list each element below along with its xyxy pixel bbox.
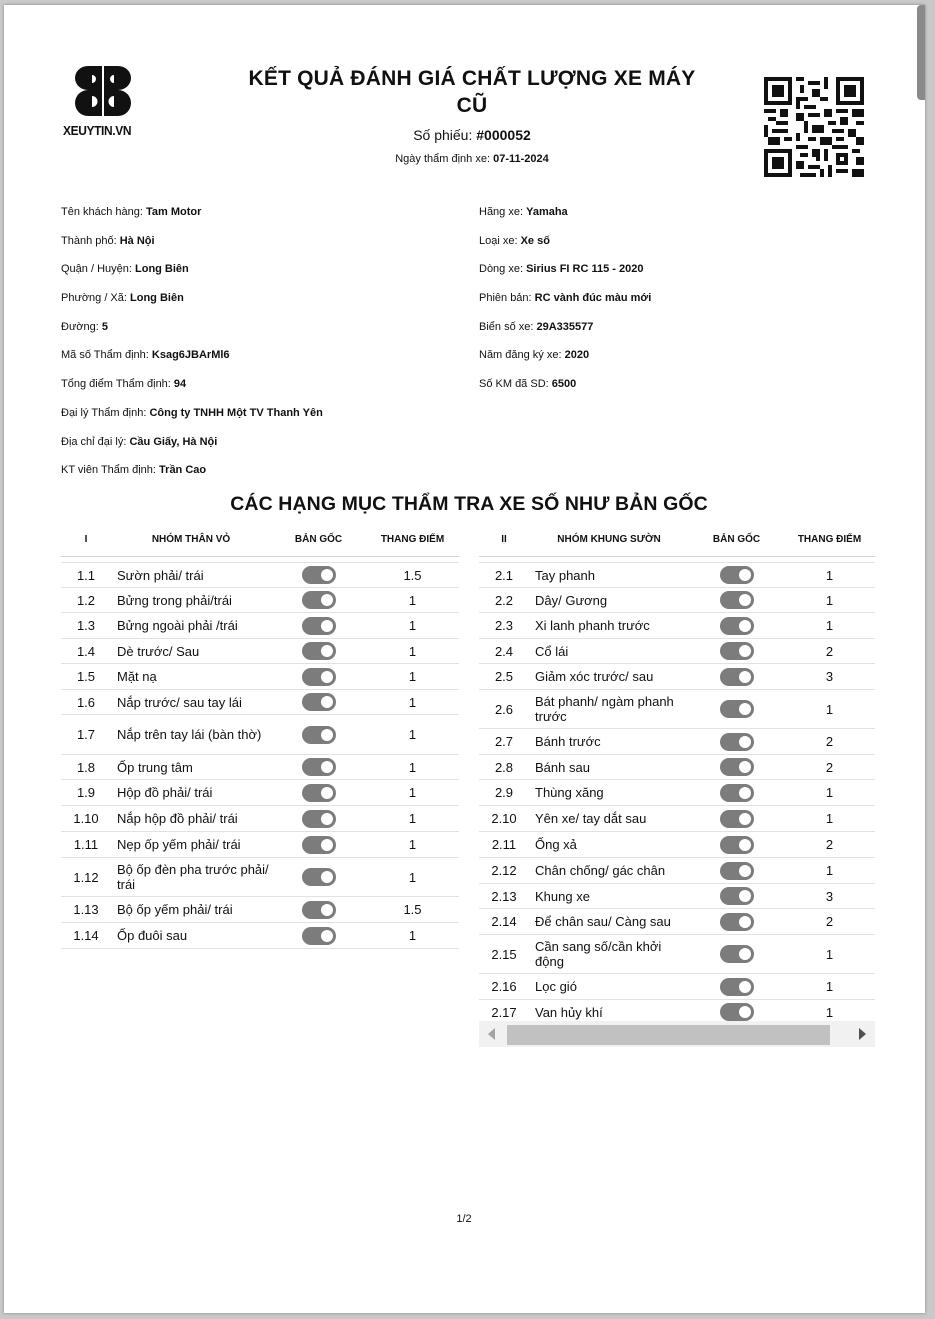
- info-value: Công ty TNHH Một TV Thanh Yên: [149, 406, 323, 419]
- info-value: Cầu Giấy, Hà Nội: [129, 435, 218, 448]
- table-row: [61, 806, 459, 832]
- info-label: Đường:: [61, 320, 99, 333]
- table-row: [479, 588, 875, 613]
- item-number: 2.16: [479, 974, 529, 1000]
- item-number: 2.7: [479, 729, 529, 755]
- table-header-row: [479, 522, 875, 557]
- table-row: [479, 909, 875, 935]
- table-row: [479, 563, 875, 588]
- item-score: 1: [784, 780, 875, 806]
- info-row: [61, 234, 323, 263]
- info-row: [61, 262, 323, 291]
- original-toggle[interactable]: [720, 566, 754, 584]
- ticket-label: Số phiếu:: [413, 127, 473, 143]
- info-label: Phiên bản:: [479, 292, 532, 305]
- original-toggle[interactable]: [302, 668, 336, 686]
- item-number: 2.1: [479, 563, 529, 588]
- item-score: 1: [366, 858, 459, 897]
- table-row: [61, 832, 459, 858]
- info-value: 29A335577: [536, 320, 594, 333]
- item-score: 1: [784, 613, 875, 639]
- original-toggle[interactable]: [302, 566, 336, 584]
- table-row: [479, 690, 875, 729]
- table-row: [61, 780, 459, 806]
- item-name: Van hủy khí: [529, 1000, 689, 1025]
- table-row: [479, 613, 875, 639]
- table-row: [479, 755, 875, 780]
- column-header-group: NHÓM THÂN VỎ: [111, 522, 271, 557]
- item-name: Nắp trên tay lái (bàn thờ): [111, 715, 271, 755]
- item-score: 1: [366, 613, 459, 639]
- item-number: 1.13: [61, 897, 111, 923]
- item-score: 1: [366, 715, 459, 755]
- column-header-group: NHÓM KHUNG SƯỜN: [529, 522, 689, 557]
- info-value: Xe số: [520, 234, 550, 247]
- body-parts-table: [61, 522, 459, 949]
- item-number: 2.6: [479, 690, 529, 729]
- table-row: [479, 832, 875, 858]
- original-toggle[interactable]: [720, 591, 754, 609]
- info-label: Biển số xe:: [479, 320, 534, 333]
- original-toggle[interactable]: [720, 913, 754, 931]
- item-name: Nẹp ốp yếm phải/ trái: [111, 832, 271, 858]
- item-number: 2.12: [479, 858, 529, 884]
- item-score: 1.5: [366, 563, 459, 588]
- item-score: 1: [784, 935, 875, 974]
- column-header-score: THANG ĐIỂM: [366, 522, 459, 557]
- info-value: Yamaha: [526, 206, 568, 218]
- inspection-date: [244, 153, 700, 165]
- item-number: 2.3: [479, 613, 529, 639]
- table-row: [61, 639, 459, 664]
- item-number: 1.11: [61, 832, 111, 858]
- item-name: Ốp đuôi sau: [111, 923, 271, 949]
- info-row: [61, 348, 323, 377]
- item-name: Để chân sau/ Càng sau: [529, 909, 689, 935]
- info-row: [479, 262, 651, 291]
- original-toggle[interactable]: [302, 836, 336, 854]
- item-name: Ốp trung tâm: [111, 755, 271, 780]
- table-header-row: [61, 522, 459, 557]
- original-toggle[interactable]: [720, 1003, 754, 1021]
- original-toggle[interactable]: [302, 868, 336, 886]
- item-name: Bửng trong phải/trái: [111, 588, 271, 613]
- item-number: 2.17: [479, 1000, 529, 1025]
- original-toggle[interactable]: [302, 726, 336, 744]
- item-number: 1.12: [61, 858, 111, 897]
- info-row: [61, 320, 323, 349]
- info-label: Thành phố:: [61, 234, 117, 247]
- info-label: Năm đăng ký xe:: [479, 349, 562, 362]
- column-header-original: BẢN GỐC: [689, 522, 784, 557]
- item-number: 2.10: [479, 806, 529, 832]
- info-label: Mã số Thẩm định:: [61, 349, 149, 362]
- info-value: Ksag6JBArMl6: [151, 349, 230, 362]
- item-name: Hộp đồ phải/ trái: [111, 780, 271, 806]
- column-header-score: THANG ĐIỂM: [784, 522, 875, 557]
- item-name: Khung xe: [529, 884, 689, 909]
- item-score: 2: [784, 909, 875, 935]
- table-row: [61, 715, 459, 755]
- table-row: [61, 563, 459, 588]
- item-name: Bộ ốp yếm phải/ trái: [111, 897, 271, 923]
- scroll-right-icon[interactable]: [859, 1028, 866, 1040]
- item-score: 2: [784, 729, 875, 755]
- item-score: 1.5: [366, 897, 459, 923]
- table-row: [479, 884, 875, 909]
- item-name: Dây/ Gương: [529, 588, 689, 613]
- item-name: Tay phanh: [529, 563, 689, 588]
- item-number: 1.6: [61, 690, 111, 715]
- info-row: [61, 205, 323, 234]
- info-value: Hà Nội: [119, 234, 155, 247]
- item-number: 1.10: [61, 806, 111, 832]
- info-row: [61, 463, 323, 492]
- info-label: Số KM đã SD:: [479, 378, 549, 391]
- item-score: 1: [366, 639, 459, 664]
- date-label: Ngày thẩm định xe:: [395, 153, 491, 165]
- item-name: Nắp hộp đồ phải/ trái: [111, 806, 271, 832]
- item-number: 1.3: [61, 613, 111, 639]
- item-score: 1: [784, 974, 875, 1000]
- original-toggle[interactable]: [302, 617, 336, 635]
- item-number: 2.4: [479, 639, 529, 664]
- original-toggle[interactable]: [720, 668, 754, 686]
- item-name: Dè trước/ Sau: [111, 639, 271, 664]
- info-value: 94: [173, 378, 187, 391]
- info-label: Quận / Huyện:: [61, 263, 132, 276]
- original-toggle[interactable]: [720, 758, 754, 776]
- item-score: 1: [366, 755, 459, 780]
- logo-text: XEUYTIN.VN: [63, 123, 132, 138]
- original-toggle[interactable]: [720, 836, 754, 854]
- table-row: [61, 588, 459, 613]
- table-row: [479, 858, 875, 884]
- item-name: Thùng xăng: [529, 780, 689, 806]
- original-toggle[interactable]: [720, 945, 754, 963]
- original-toggle[interactable]: [302, 810, 336, 828]
- item-number: 1.14: [61, 923, 111, 949]
- info-row: [479, 234, 651, 263]
- item-name: Sườn phải/ trái: [111, 563, 271, 588]
- info-value: Tam Motor: [146, 206, 202, 218]
- item-number: 2.15: [479, 935, 529, 974]
- info-label: Tổng điểm Thẩm định:: [61, 378, 171, 391]
- table-row: [479, 664, 875, 690]
- original-toggle[interactable]: [720, 784, 754, 802]
- original-toggle[interactable]: [302, 784, 336, 802]
- item-number: 2.8: [479, 755, 529, 780]
- item-name: Nắp trước/ sau tay lái: [111, 690, 271, 715]
- info-value: RC vành đúc màu mới: [534, 292, 652, 305]
- item-number: 1.1: [61, 563, 111, 588]
- original-toggle[interactable]: [720, 810, 754, 828]
- vehicle-info: [479, 205, 651, 406]
- ticket-number: [244, 127, 700, 143]
- item-score: 1: [366, 690, 459, 715]
- info-row: [479, 377, 651, 406]
- info-value: 5: [101, 320, 108, 333]
- item-number: 2.11: [479, 832, 529, 858]
- table-row: [61, 690, 459, 715]
- item-name: Bánh trước: [529, 729, 689, 755]
- table-row: [479, 729, 875, 755]
- item-score: 1: [784, 858, 875, 884]
- ticket-value: #000052: [476, 127, 531, 143]
- item-name: Xi lanh phanh trước: [529, 613, 689, 639]
- info-row: [479, 320, 651, 349]
- info-value: Long Biên: [130, 292, 184, 305]
- info-label: Đại lý Thẩm định:: [61, 406, 147, 419]
- report-page: [4, 5, 925, 1313]
- table-row: [61, 664, 459, 690]
- original-toggle[interactable]: [302, 927, 336, 945]
- item-number: 1.4: [61, 639, 111, 664]
- table-row: [479, 974, 875, 1000]
- column-header-num: I: [61, 522, 111, 557]
- logo: [63, 63, 143, 143]
- item-score: 1: [784, 563, 875, 588]
- item-score: 2: [784, 755, 875, 780]
- info-label: Tên khách hàng:: [61, 206, 143, 218]
- item-score: 1: [366, 806, 459, 832]
- item-score: 1: [784, 588, 875, 613]
- table-row: [479, 806, 875, 832]
- item-number: 1.5: [61, 664, 111, 690]
- info-value: Long Biên: [135, 263, 189, 276]
- original-toggle[interactable]: [720, 733, 754, 751]
- original-toggle[interactable]: [720, 700, 754, 718]
- item-name: Bánh sau: [529, 755, 689, 780]
- item-name: Bộ ốp đèn pha trước phải/ trái: [111, 858, 271, 897]
- info-row: [61, 435, 323, 464]
- item-score: 3: [784, 884, 875, 909]
- item-number: 1.8: [61, 755, 111, 780]
- item-name: Bửng ngoài phải /trái: [111, 613, 271, 639]
- info-value: 6500: [551, 378, 577, 391]
- item-name: Cổ lái: [529, 639, 689, 664]
- info-row: [61, 377, 323, 406]
- item-number: 2.5: [479, 664, 529, 690]
- scroll-left-icon[interactable]: [488, 1028, 495, 1040]
- table-row: [61, 858, 459, 897]
- item-score: 1: [784, 690, 875, 729]
- item-number: 2.2: [479, 588, 529, 613]
- info-value: Trần Cao: [159, 464, 207, 477]
- original-toggle[interactable]: [720, 887, 754, 905]
- item-number: 2.13: [479, 884, 529, 909]
- section-title: CÁC HẠNG MỤC THẨM TRA XE SỐ NHƯ BẢN GỐC: [230, 493, 708, 515]
- item-score: 1: [784, 806, 875, 832]
- item-name: Giảm xóc trước/ sau: [529, 664, 689, 690]
- info-row: [61, 406, 323, 435]
- date-value: 07-11-2024: [493, 153, 549, 165]
- item-number: 2.9: [479, 780, 529, 806]
- info-row: [479, 205, 651, 234]
- original-toggle[interactable]: [720, 617, 754, 635]
- item-score: 1: [366, 780, 459, 806]
- info-label: Phường / Xã:: [61, 292, 127, 305]
- table-row: [61, 923, 459, 949]
- table-row: [61, 613, 459, 639]
- item-number: 1.2: [61, 588, 111, 613]
- column-header-num: II: [479, 522, 529, 557]
- info-label: Hãng xe:: [479, 206, 524, 218]
- horizontal-scrollbar[interactable]: [479, 1021, 875, 1047]
- scrollbar-thumb[interactable]: [507, 1025, 830, 1045]
- item-name: Cần sang số/cần khởi động: [529, 935, 689, 974]
- item-name: Lọc gió: [529, 974, 689, 1000]
- original-toggle[interactable]: [302, 591, 336, 609]
- original-toggle[interactable]: [302, 901, 336, 919]
- info-label: Địa chỉ đại lý:: [61, 435, 127, 448]
- item-name: Ống xả: [529, 832, 689, 858]
- info-row: [61, 291, 323, 320]
- original-toggle[interactable]: [720, 642, 754, 660]
- info-label: Loại xe:: [479, 234, 518, 247]
- original-toggle[interactable]: [302, 642, 336, 660]
- item-number: 2.14: [479, 909, 529, 935]
- qr-code-icon: [764, 77, 864, 177]
- item-name: Chân chống/ gác chân: [529, 858, 689, 884]
- table-row: [61, 897, 459, 923]
- info-row: [479, 348, 651, 377]
- table-row: [479, 639, 875, 664]
- page-title: KẾT QUẢ ĐÁNH GIÁ CHẤT LƯỢNG XE MÁY CŨ: [248, 67, 696, 117]
- original-toggle[interactable]: [720, 978, 754, 996]
- original-toggle[interactable]: [720, 862, 754, 880]
- item-name: Yên xe/ tay dắt sau: [529, 806, 689, 832]
- info-label: KT viên Thẩm định:: [61, 464, 156, 477]
- item-score: 1: [366, 832, 459, 858]
- original-toggle[interactable]: [302, 758, 336, 776]
- column-header-original: BẢN GỐC: [271, 522, 366, 557]
- info-row: [479, 291, 651, 320]
- item-score: 2: [784, 639, 875, 664]
- item-score: 1: [366, 664, 459, 690]
- customer-info: [61, 205, 323, 492]
- item-score: 1: [784, 1000, 875, 1025]
- item-number: 1.7: [61, 715, 111, 755]
- item-score: 2: [784, 832, 875, 858]
- original-toggle[interactable]: [302, 693, 336, 711]
- item-score: 1: [366, 588, 459, 613]
- item-name: Bát phanh/ ngàm phanh trước: [529, 690, 689, 729]
- item-number: 1.9: [61, 780, 111, 806]
- frame-parts-table: [479, 522, 875, 1025]
- table-row: [479, 935, 875, 974]
- page-number: 1/2: [456, 1213, 472, 1225]
- item-name: Mặt nạ: [111, 664, 271, 690]
- logo-mark: [68, 63, 138, 119]
- info-value: 2020: [564, 349, 590, 362]
- table-row: [479, 780, 875, 806]
- info-label: Dòng xe:: [479, 263, 524, 276]
- info-value: Sirius FI RC 115 - 2020: [526, 263, 644, 276]
- table-row: [61, 755, 459, 780]
- scrollbar-thumb[interactable]: [917, 5, 925, 100]
- item-score: 1: [366, 923, 459, 949]
- item-score: 3: [784, 664, 875, 690]
